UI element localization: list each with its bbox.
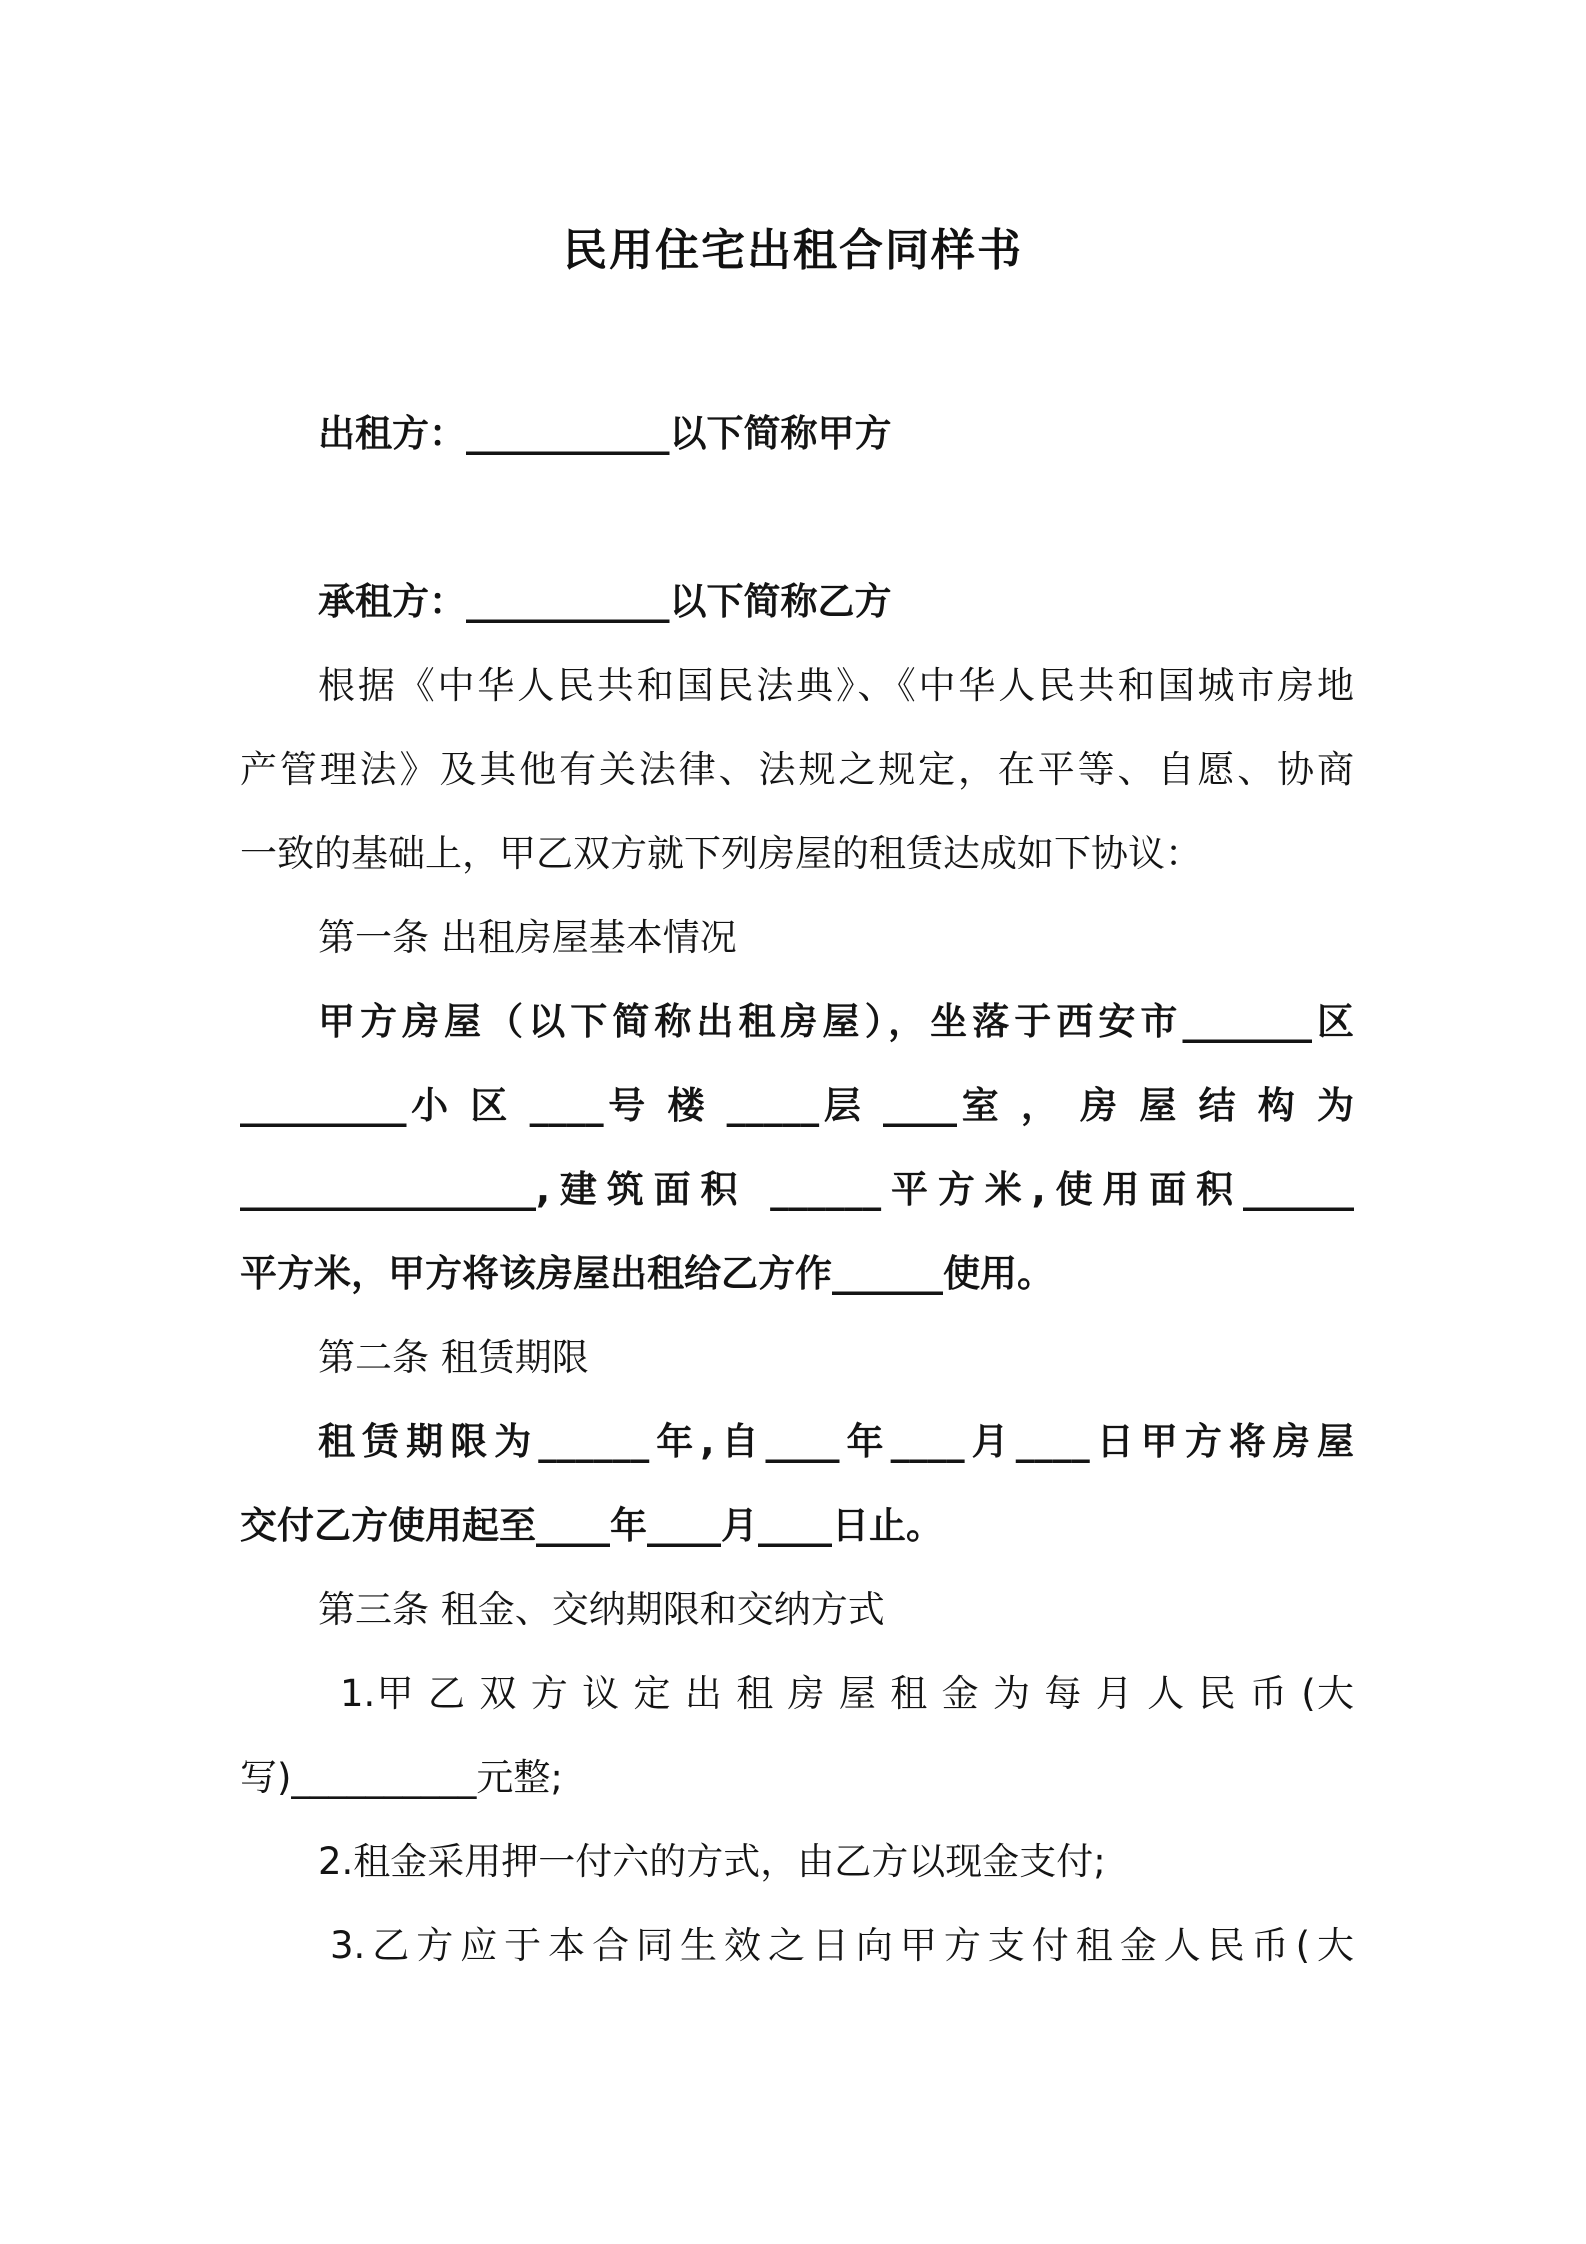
article-3-heading: 第三条 租金、交纳期限和交纳方式 xyxy=(318,1588,885,1631)
article-3-item-1-line-2: 写)__________元整; xyxy=(240,1756,563,1799)
lessor-line: 出租方：___________以下简称甲方 xyxy=(318,412,892,455)
article-2-line-2: 交付乙方使用起至____年____月____日止。 xyxy=(240,1504,943,1547)
preamble-line-2: 产管理法》及其他有关法律、法规之规定，在平等、自愿、协商 xyxy=(240,748,1354,791)
preamble-line-1: 根据《中华人民共和国民法典》、《中华人民共和国城市房地 xyxy=(318,664,1354,707)
article-3-item-3-line-1: 3.乙方应于本合同生效之日向甲方支付租金人民币(大 xyxy=(330,1924,1354,1967)
lessee-line: 承租方：___________以下简称乙方 xyxy=(318,580,892,623)
article-2-heading: 第二条 租赁期限 xyxy=(318,1336,589,1379)
article-1-line-2: _________小 区 ____号 楼 _____层 ____室 ， 房 屋 结 构 为 xyxy=(240,1084,1354,1127)
document-title: 民用住宅出租合同样书 xyxy=(563,225,1023,276)
article-1-line-1: 甲方房屋（以下简称出租房屋），坐落于西安市_______区 xyxy=(318,1000,1354,1043)
preamble-line-3: 一致的基础上，甲乙双方就下列房屋的租赁达成如下协议： xyxy=(240,832,1202,875)
article-3-item-1-line-1: 1.甲 乙 双 方 议 定 出 租 房 屋 租 金 为 每 月 人 民 币 (大 xyxy=(340,1672,1354,1715)
article-1-line-3: ________________,建筑面积 ______平方米,使用面积______ xyxy=(240,1168,1354,1211)
article-2-line-1: 租赁期限为______年,自____年____月____日甲方将房屋 xyxy=(318,1420,1354,1463)
article-3-item-2: 2.租金采用押一付六的方式，由乙方以现金支付; xyxy=(318,1840,1106,1883)
article-1-line-4: 平方米，甲方将该房屋出租给乙方作______使用。 xyxy=(240,1252,1054,1295)
article-1-heading: 第一条 出租房屋基本情况 xyxy=(318,916,737,959)
